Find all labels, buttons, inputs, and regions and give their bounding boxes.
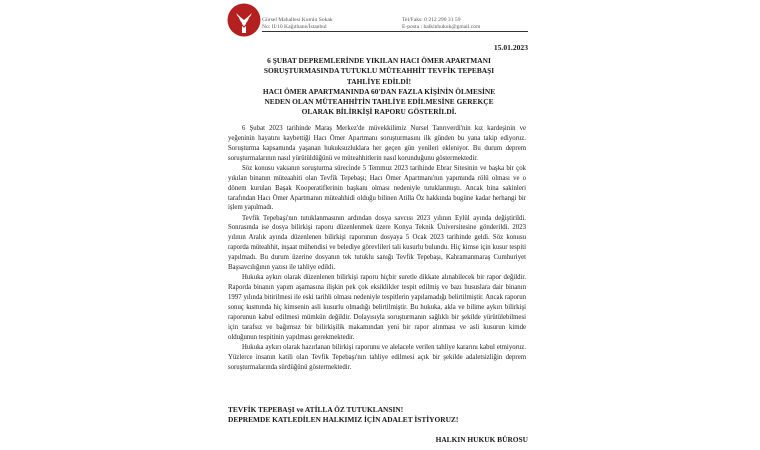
title-line: TAHLİYE EDİLDİ! (346, 76, 412, 86)
slogan: DEPREMDE KATLEDİLEN HALKIMIZ İÇİN ADALET İSTİYORUZ! (228, 414, 459, 424)
slogan: TEVFİK TEPEBAŞI ve ATİLLA ÖZ TUTUKLANSIN! (228, 405, 404, 414)
letterhead-divider (262, 31, 528, 32)
document-title (222, 56, 536, 118)
paragraph: Söz konusu vakıanın soruşturma sürecinde 5 Temmuz 2023 tarihinde Ebrar Sitesinin ve başka bir çok yıkılan binanın müteaahiti olan Tevfik Tepebaşı; Hacı Ömer Apartmanı'nın yapımında rölü olması ve o dönem kurulan Başak Kooperatiflerinin başkanı olması nedeniyle tutuklanmıştı. Ancak bina sakinleri tarafından Hacı Ömer Apartmanın müteahhidi olduğu bilinen Atilla Öz hakkında bugüne kadar herhangi bir işlem yapılmadı. (228, 164, 526, 212)
letterhead-address (262, 17, 333, 31)
address-line-2: No: II/10 Kağıthane/İstanbul (262, 24, 327, 30)
paragraph: 6 Şubat 2023 tarihinde Maraş Merkez'de müvekkilimiz Nursel Tanrıverdi'nin kız kardeşinin ve yeğeninin hayatını kaybettiği Hacı Ömer Apartmanı soruşturmasını ilk günden bu yana takip ediyoruz. Soruşturma kapsamında yaşanan hukuksuzluklara her geçen gün yenileri ekleniyor. Bu durum deprem soruşturmalarının nasıl yürütüldüğünü ve müteahhitlerin nasıl korunduğunu göstermektedir. (228, 125, 526, 162)
title-line: SORUŞTURMASINDA TUTUKLU MÜTEAHHİT TEVFİK TEPEBAŞI (263, 66, 495, 76)
signature: HALKIN HUKUK BÜROSU (435, 435, 528, 444)
paragraph: Hukuka aykırı olarak düzenlenen bilirkişi raporu hiçbir suretle dikkate alınabilecek bir rapor değildir. Raporda binanın yapım aşamasına ilişkin pek çok eksiklikler tespit edilmiş ve bazı hususlara dair binanın 1997 yılında bitirilmesi ile eski tarihli olması nedeniyle tespitlerin yapılamadığı belirtilmiştir. Ancak raporun sonuç kısmında hiç kimsenin asli kusurlu olmadığı belirtilmiştir. Bu hukuka, akla ve bilime aykırı bilirkişi raporunun kabul edilmesi mümkün değildir. Dolayısıyla soruşturmanın sağlıklı bir şekilde yürütülebilmesi için tarafsız ve bağımsız bir bilirkişilik makamından yeni bir rapor alınması ve asli kusurun kimde olduğunun tespitinin yapılması gerekmektedir. (228, 274, 526, 341)
document-page (222, 0, 536, 450)
address-line-1: Gürsel Mahallesi Kumlu Sokak (262, 17, 333, 23)
title-line: NEDEN OLAN MÜTEAHHİTİN TAHLİYE EDİLMESİNE GEREKÇE (264, 97, 494, 107)
title-line: HACI ÖMER APARTMANINDA 60'DAN FAZLA KİŞİNİN ÖLMESİNE (262, 86, 496, 96)
phone-fax: Tel/Faks: 0 212 290 31 59 (402, 17, 461, 23)
organization-logo-icon (227, 3, 261, 37)
document-date: 15.01.2023 (493, 43, 528, 52)
title-line: OLARAK BİLİRKİŞİ RAPORU GÖSTERİLDİ. (301, 107, 457, 117)
letterhead-contact (402, 17, 480, 31)
paragraph: Tevfik Tepebaşı'nın tutuklanmasının ardından dosya savcısı 2023 yılının Eylül ayında değiştirildi. Sonrasında ise dosya bilirkişi raporu düzenlenmek üzere Konya Teknik Üniversitesine gönderildi. 2023 yılının Aralık ayında düzenlenen bilirkişi raporunun dosyaya 5 Ocak 2023 tarihinde geldi. Söz konusu raporda müteahhit, inşaat mühendisi ve belediye görevlileri tali kusurlu bulundu. Hiç kimse için kusur tespiti yapılmadı. Bu durum üzerine dosyanın tek tutuklu sanığı Tevfik Tepebaşı, Kahramanmaraş Cumhuriyet Başsavcılığının yazısı ile tahliye edildi. (228, 214, 526, 272)
paragraph: Hukuka aykırı olarak hazırlanan bilirkişi raporunu ve alelacele verilen tahliye kararını kabul etmiyoruz. Yüzlerce insanın katili olan Tevfik Tepebaşı'nın tahliye edilmesi açık bir şekilde adaletsizliğin deprem soruşturmalarında sürdüğünü göstermektedir. (228, 343, 526, 371)
document-body (228, 124, 526, 373)
title-line: 6 ŞUBAT DEPREMLERİNDE YIKILAN HACI ÖMER APARTMANI (267, 56, 491, 65)
email: E-posta : halkinhukuk@gmail.com (402, 24, 481, 30)
slogans (228, 405, 458, 425)
